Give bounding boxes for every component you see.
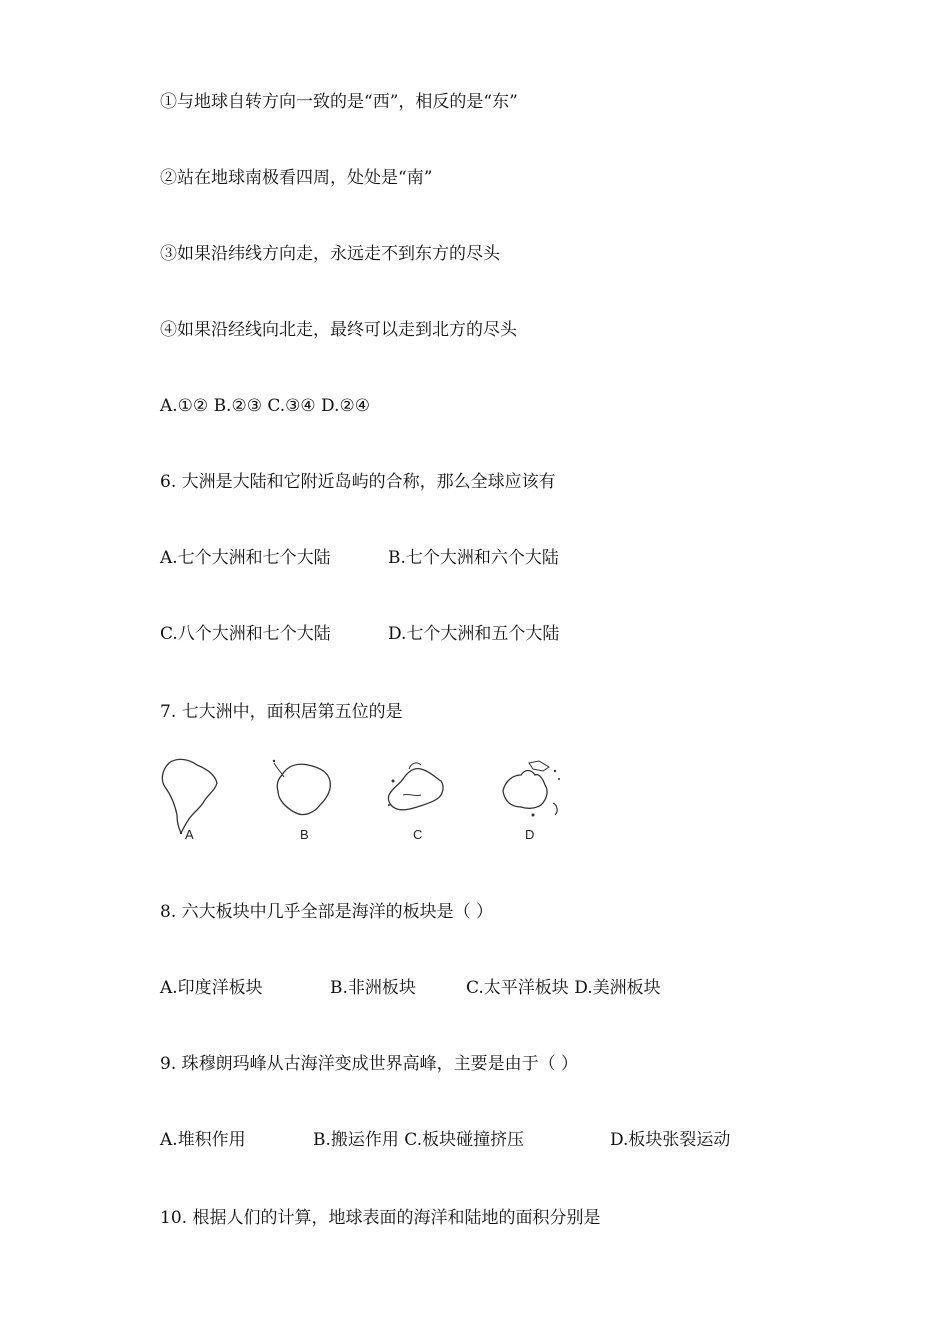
statement-3: ③如果沿纬线方向走，永远走不到东方的尽头: [160, 244, 500, 264]
map-europe: [383, 755, 463, 847]
map-oceania: [495, 755, 575, 847]
map-label-b: B: [300, 827, 309, 842]
q6-option-c: C.八个大洲和七个大陆: [160, 624, 331, 644]
q10-stem: 10. 根据人们的计算，地球表面的海洋和陆地的面积分别是: [160, 1208, 601, 1228]
q9-stem: 9. 珠穆朗玛峰从古海洋变成世界高峰，主要是由于（ ）: [160, 1054, 579, 1074]
q6-option-a: A.七个大洲和七个大陆: [160, 548, 331, 568]
q6-option-b: B.七个大洲和六个大陆: [388, 548, 559, 568]
statement-2: ②站在地球南极看四周，处处是“南”: [160, 168, 433, 188]
map-label-d: D: [525, 827, 535, 842]
q9-option-bc: B.搬运作用 C.板块碰撞挤压: [313, 1130, 525, 1150]
q8-option-a: A.印度洋板块: [160, 978, 263, 998]
q7-stem: 7. 七大洲中，面积居第五位的是: [160, 702, 403, 722]
statement-4: ④如果沿经线向北走，最终可以走到北方的尽头: [160, 320, 517, 340]
map-label-a: A: [185, 827, 194, 842]
map-label-c: C: [413, 827, 423, 842]
q5-options: A.①② B.②③ C.③④ D.②④: [160, 396, 370, 416]
q9-option-a: A.堆积作用: [160, 1130, 246, 1150]
q6-stem: 6. 大洲是大陆和它附近岛屿的合称，那么全球应该有: [160, 472, 556, 492]
continent-maps: [155, 755, 575, 850]
q8-option-cd: C.太平洋板块 D.美洲板块: [466, 978, 661, 998]
q9-option-d: D.板块张裂运动: [610, 1130, 731, 1150]
statement-1: ①与地球自转方向一致的是“西”，相反的是“东”: [160, 92, 518, 112]
q8-option-b: B.非洲板块: [330, 978, 416, 998]
q8-stem: 8. 六大板块中几乎全部是海洋的板块是（ ）: [160, 902, 494, 922]
q6-option-d: D.七个大洲和五个大陆: [388, 624, 560, 644]
map-antarctica: [270, 755, 350, 847]
map-south-america: [155, 755, 235, 847]
